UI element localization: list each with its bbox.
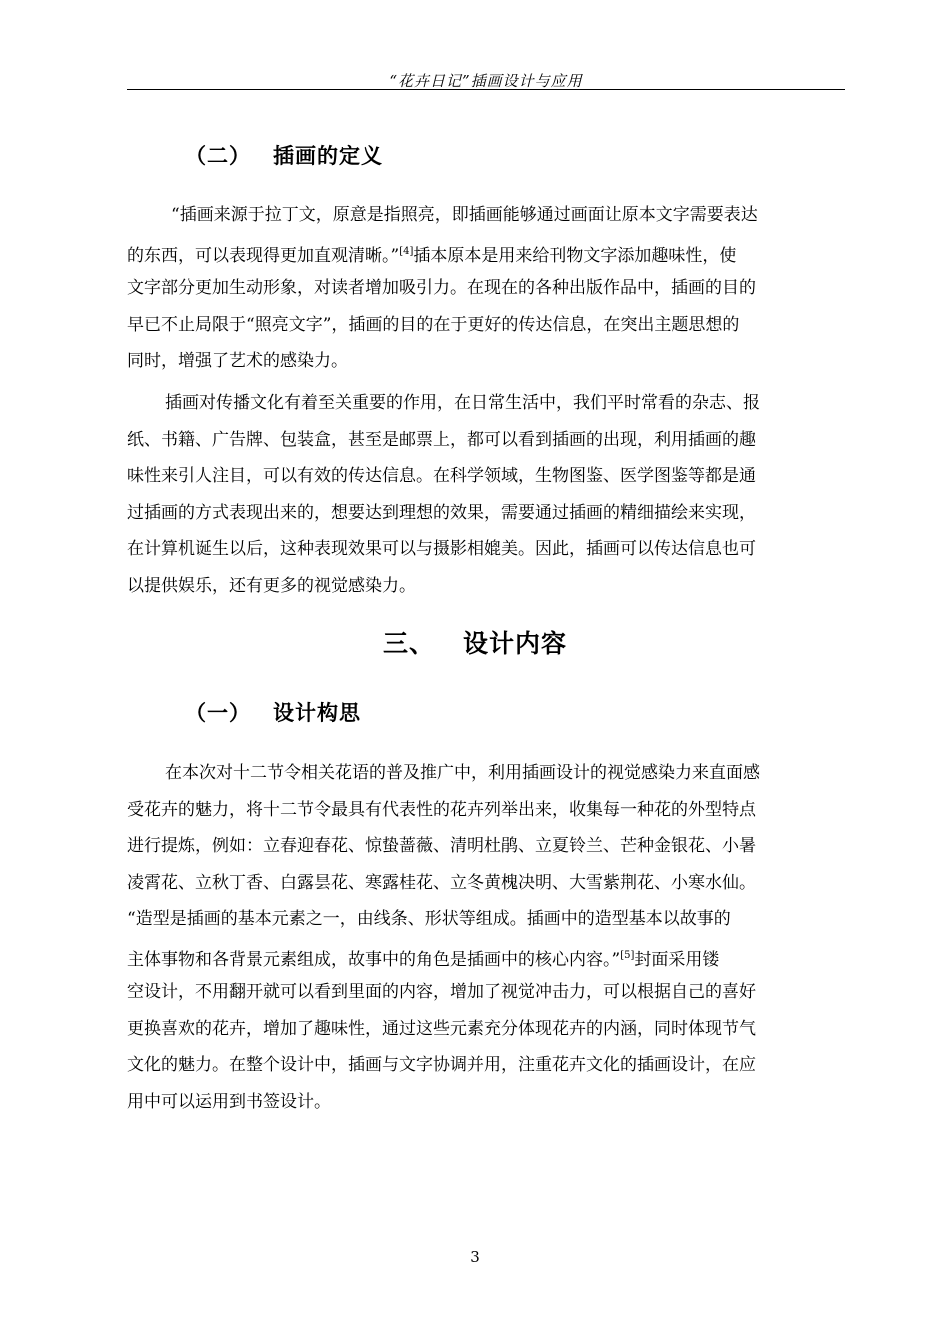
text-line: 空设计，不用翻开就可以看到里面的内容，增加了视觉冲击力，可以根据自己的喜好 <box>127 982 756 1002</box>
section-number: （一） <box>185 701 251 725</box>
text-segment: 插本原本是用来给刊物文字添加趣味性，使 <box>413 245 737 266</box>
text-line: 在计算机诞生以后，这种表现效果可以与摄影相媲美。因此，插画可以传达信息也可 <box>127 539 756 559</box>
text-line: 味性来引人注目，可以有效的传达信息。在科学领域，生物图鉴、医学图鉴等都是通 <box>127 466 756 486</box>
section-title: 插画的定义 <box>273 144 383 168</box>
text-line: 早已不止局限于“照亮文字”，插画的目的在于更好的传达信息，在突出主题思想的 <box>127 314 740 335</box>
text-line: 受花卉的魅力，将十二节令最具有代表性的花卉列举出来，收集每一种花的外型特点 <box>127 799 756 820</box>
section-heading-3-1 <box>185 697 361 727</box>
text-line: 同时，增强了艺术的感染力。 <box>127 351 348 371</box>
paragraph-illustration-role <box>127 385 845 604</box>
running-header: “花卉日记”插画设计与应用 <box>389 72 583 90</box>
text-line: 用中可以运用到书签设计。 <box>127 1091 331 1112</box>
text-line: 文化的魅力。在整个设计中，插画与文字协调并用，注重花卉文化的插画设计，在应 <box>127 1055 756 1075</box>
text-line: 以提供娱乐，还有更多的视觉感染力。 <box>127 575 416 596</box>
text-line <box>127 938 845 975</box>
text-segment: 主体事物和各背景元素组成，故事中的角色是插画中的核心内容。” <box>127 949 621 970</box>
section-heading-2-2 <box>185 140 383 170</box>
text-line: 插画对传播文化有着至关重要的作用，在日常生活中，我们平时常看的杂志、报 <box>165 393 760 413</box>
text-line: 纸、书籍、广告牌、包装盒，甚至是邮票上，都可以看到插画的出现，利用插画的趣 <box>127 429 756 450</box>
page-number: 3 <box>470 1248 480 1266</box>
text-segment: 封面采用镂 <box>634 949 720 970</box>
text-segment: 的东西，可以表现得更加直观清晰。” <box>127 245 400 266</box>
paragraph-illustration-definition <box>127 197 845 380</box>
text-line: 进行提炼，例如：立春迎春花、惊蛰蔷薇、清明杜鹃、立夏铃兰、芒种金银花、小暑 <box>127 836 756 856</box>
citation-ref: [5] <box>620 949 635 961</box>
chapter-title: 设计内容 <box>463 629 568 658</box>
text-line: 过插画的方式表现出来的，想要达到理想的效果，需要通过插画的精细描绘来实现， <box>127 502 756 523</box>
text-line: “插画来源于拉丁文，原意是指照亮，即插画能够通过画面让原本文字需要表达 <box>171 205 758 225</box>
header-rule <box>127 89 845 90</box>
text-line: 更换喜欢的花卉，增加了趣味性，通过这些元素充分体现花卉的内涵，同时体现节气 <box>127 1018 756 1039</box>
text-line: 凌霄花、立秋丁香、白露昙花、寒露桂花、立冬黄槐决明、大雪紫荆花、小寒水仙。 <box>127 872 756 893</box>
chapter-heading-3 <box>0 624 950 660</box>
section-title: 设计构思 <box>273 701 361 725</box>
text-line: “造型是插画的基本元素之一，由线条、形状等组成。插画中的造型基本以故事的 <box>127 909 731 929</box>
text-line: 在本次对十二节令相关花语的普及推广中，利用插画设计的视觉感染力来直面感 <box>165 763 760 783</box>
paragraph-design-concept <box>127 755 845 1120</box>
citation-ref: [4] <box>399 245 414 257</box>
chapter-number: 三、 <box>382 629 435 658</box>
section-number: （二） <box>185 144 251 168</box>
text-line: 文字部分更加生动形象，对读者增加吸引力。在现在的各种出版作品中，插画的目的 <box>127 278 756 298</box>
text-line <box>127 234 845 271</box>
